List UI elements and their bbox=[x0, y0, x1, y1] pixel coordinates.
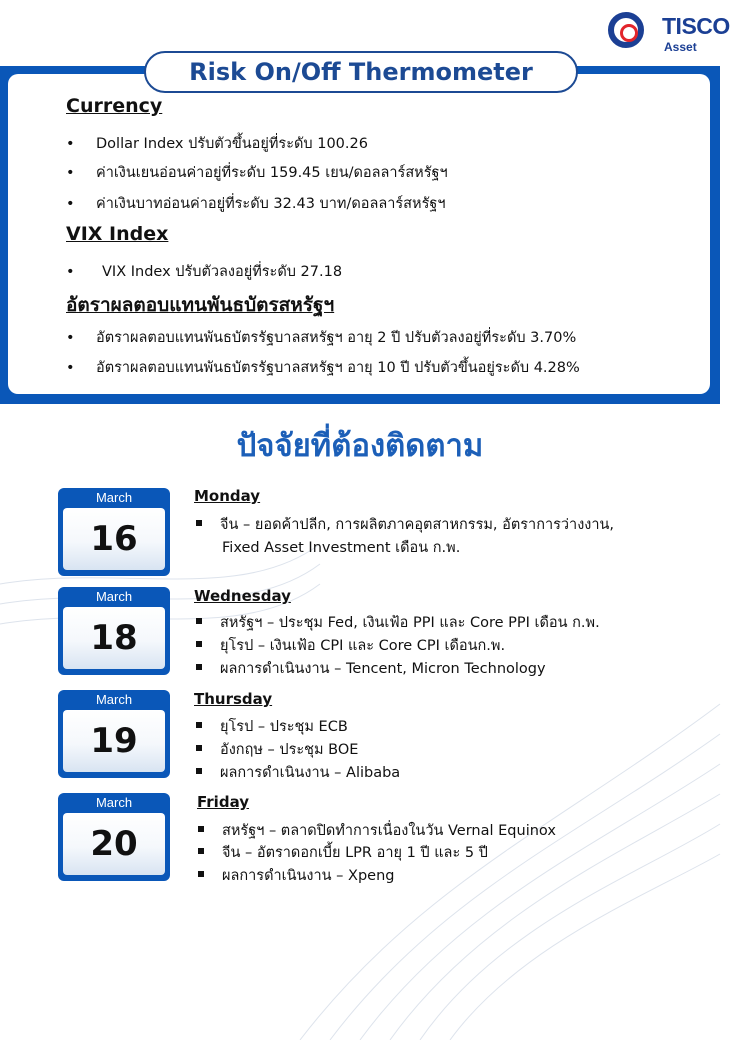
weekday-label: Monday bbox=[194, 487, 261, 505]
event-item: สหรัฐฯ – ประชุม Fed, เงินเฟ้อ PPI และ Core PPI เดือน ก.พ. bbox=[196, 611, 600, 634]
calendar-day: 18 bbox=[90, 618, 138, 658]
event-item: ผลการดำเนินงาน – Xpeng bbox=[198, 864, 395, 887]
event-item: จีน – ยอดค้าปลีก, การผลิตภาคอุตสาหกรรม, อัตราการว่างงาน, bbox=[196, 513, 614, 536]
currency-item: • ค่าเงินเยนอ่อนค่าอยู่ที่ระดับ 159.45 เยน/ดอลลาร์สหรัฐฯ bbox=[66, 165, 448, 181]
calendar-month: March bbox=[95, 692, 133, 707]
calendar-day: 20 bbox=[90, 824, 138, 864]
calendar-date-icon bbox=[58, 793, 170, 881]
bond-yield-item: • อัตราผลตอบแทนพันธบัตรรัฐบาลสหรัฐฯ อายุ 2 ปี ปรับตัวลงอยู่ที่ระดับ 3.70% bbox=[66, 330, 577, 346]
event-item-continuation: Fixed Asset Investment เดือน ก.พ. bbox=[222, 540, 461, 556]
currency-item: • Dollar Index ปรับตัวขึ้นอยู่ที่ระดับ 100.26 bbox=[66, 136, 368, 152]
event-item: ยุโรป – เงินเฟ้อ CPI และ Core CPI เดือนก.พ. bbox=[196, 634, 505, 657]
weekday-label: Wednesday bbox=[194, 587, 291, 605]
logo-brand-name: TISCO bbox=[662, 13, 730, 39]
calendar-month: March bbox=[95, 795, 133, 810]
factors-to-watch-title: ปัจจัยที่ต้องติดตาม bbox=[236, 428, 484, 464]
weekday-label: Thursday bbox=[194, 690, 273, 708]
vix-heading: VIX Index bbox=[66, 223, 169, 245]
calendar-date-icon bbox=[58, 587, 170, 675]
bond-yield-heading: อัตราผลตอบแทนพันธบัตรสหรัฐฯ bbox=[66, 294, 335, 316]
bond-yield-item: • อัตราผลตอบแทนพันธบัตรรัฐบาลสหรัฐฯ อายุ 10 ปี ปรับตัวขึ้นอยู่ระดับ 4.28% bbox=[66, 360, 580, 376]
tisco-logo-icon bbox=[608, 12, 644, 48]
calendar-date-icon bbox=[58, 488, 170, 576]
event-item: ยุโรป – ประชุม ECB bbox=[196, 715, 348, 738]
tisco-asset-logo bbox=[608, 10, 730, 60]
calendar-date-icon bbox=[58, 690, 170, 778]
currency-heading: Currency bbox=[66, 95, 163, 117]
event-item: จีน – อัตราดอกเบี้ย LPR อายุ 1 ปี และ 5 ปี bbox=[198, 841, 488, 864]
event-item: ผลการดำเนินงาน – Tencent, Micron Technology bbox=[196, 657, 546, 680]
logo-brand-sub: Asset bbox=[664, 40, 697, 54]
event-item: อังกฤษ – ประชุม BOE bbox=[196, 738, 358, 761]
calendar-day: 19 bbox=[90, 721, 138, 761]
calendar-month: March bbox=[95, 589, 133, 604]
calendar-month: March bbox=[95, 490, 133, 505]
title-banner bbox=[144, 51, 578, 93]
vix-item: • VIX Index ปรับตัวลงอยู่ที่ระดับ 27.18 bbox=[66, 264, 343, 280]
event-item: ผลการดำเนินงาน – Alibaba bbox=[196, 761, 400, 784]
page-title: Risk On/Off Thermometer bbox=[189, 58, 533, 86]
calendar-day: 16 bbox=[90, 519, 138, 559]
event-item: สหรัฐฯ – ตลาดปิดทำการเนื่องในวัน Vernal Equinox bbox=[198, 819, 556, 842]
currency-item: • ค่าเงินบาทอ่อนค่าอยู่ที่ระดับ 32.43 บาท/ดอลลาร์สหรัฐฯ bbox=[66, 196, 446, 212]
weekday-label: Friday bbox=[197, 793, 250, 811]
